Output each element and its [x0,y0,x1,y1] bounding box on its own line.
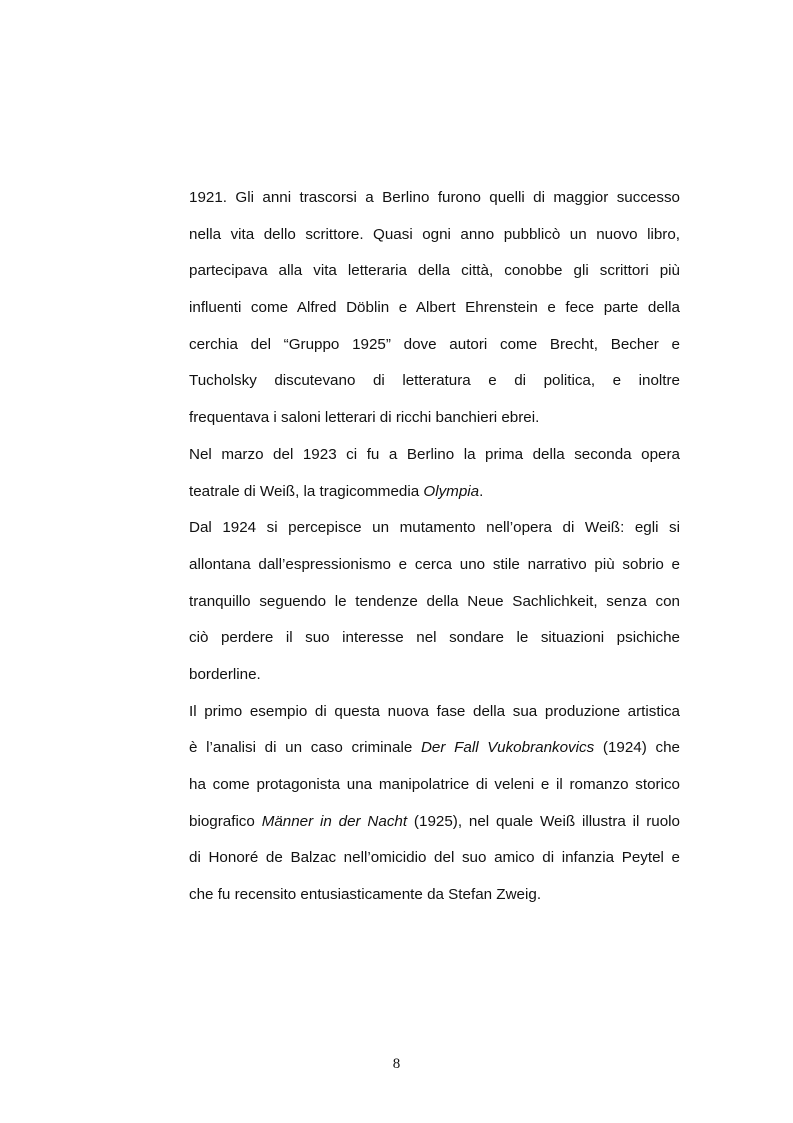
text-line: frequentava i saloni letterari di ricchi banchieri ebrei. [189,409,540,427]
text-line: Dal 1924 si percepisce un mutamento nell’opera di Weiß: egli si [189,519,680,537]
text-line: influenti come Alfred Döblin e Albert Ehrenstein e fece parte della [189,299,680,317]
text-line: è l’analisi di un caso criminale Der Fall Vukobrankovics (1924) che [189,739,680,757]
text-line: Nel marzo del 1923 ci fu a Berlino la prima della seconda opera [189,445,680,463]
text-line: partecipava alla vita letteraria della città, conobbe gli scrittori più [189,262,680,280]
text-line: allontana dall’espressionismo e cerca uno stile narrativo più sobrio e [189,555,680,573]
text-line: nella vita dello scrittore. Quasi ogni anno pubblicò un nuovo libro, [189,225,680,243]
body-text [189,180,680,914]
text-line: borderline. [189,665,261,683]
title-der-fall-vukobrankovics: Der Fall Vukobrankovics [420,739,595,757]
title-olympia: Olympia [423,482,480,500]
text-line: ha come protagonista una manipolatrice di veleni e il romanzo storico [189,776,680,793]
text-line: biografico Männer in der Nacht (1925), nel quale Weiß illustra il ruolo [189,812,680,830]
text-line: 1921. Gli anni trascorsi a Berlino furono quelli di maggior successo [189,189,680,206]
page-number: 8 [392,1056,401,1072]
text-line: cerchia del “Gruppo 1925” dove autori come Brecht, Becher e [189,335,680,353]
title-manner-in-der-nacht: Männer in der Nacht [261,812,408,830]
text-line: teatrale di Weiß, la tragicommedia Olympia. [189,482,484,500]
text-line: di Honoré de Balzac nell’omicidio del suo amico di infanzia Peytel e [189,849,680,867]
text-line: Il primo esempio di questa nuova fase della sua produzione artistica [189,702,680,720]
text-line: ciò perdere il suo interesse nel sondare le situazioni psichiche [189,629,680,647]
text-line: che fu recensito entusiasticamente da Stefan Zweig. [189,886,542,904]
text-line: tranquillo seguendo le tendenze della Neue Sachlichkeit, senza con [189,592,680,610]
text-line: Tucholsky discutevano di letteratura e di politica, e inoltre [189,372,680,390]
